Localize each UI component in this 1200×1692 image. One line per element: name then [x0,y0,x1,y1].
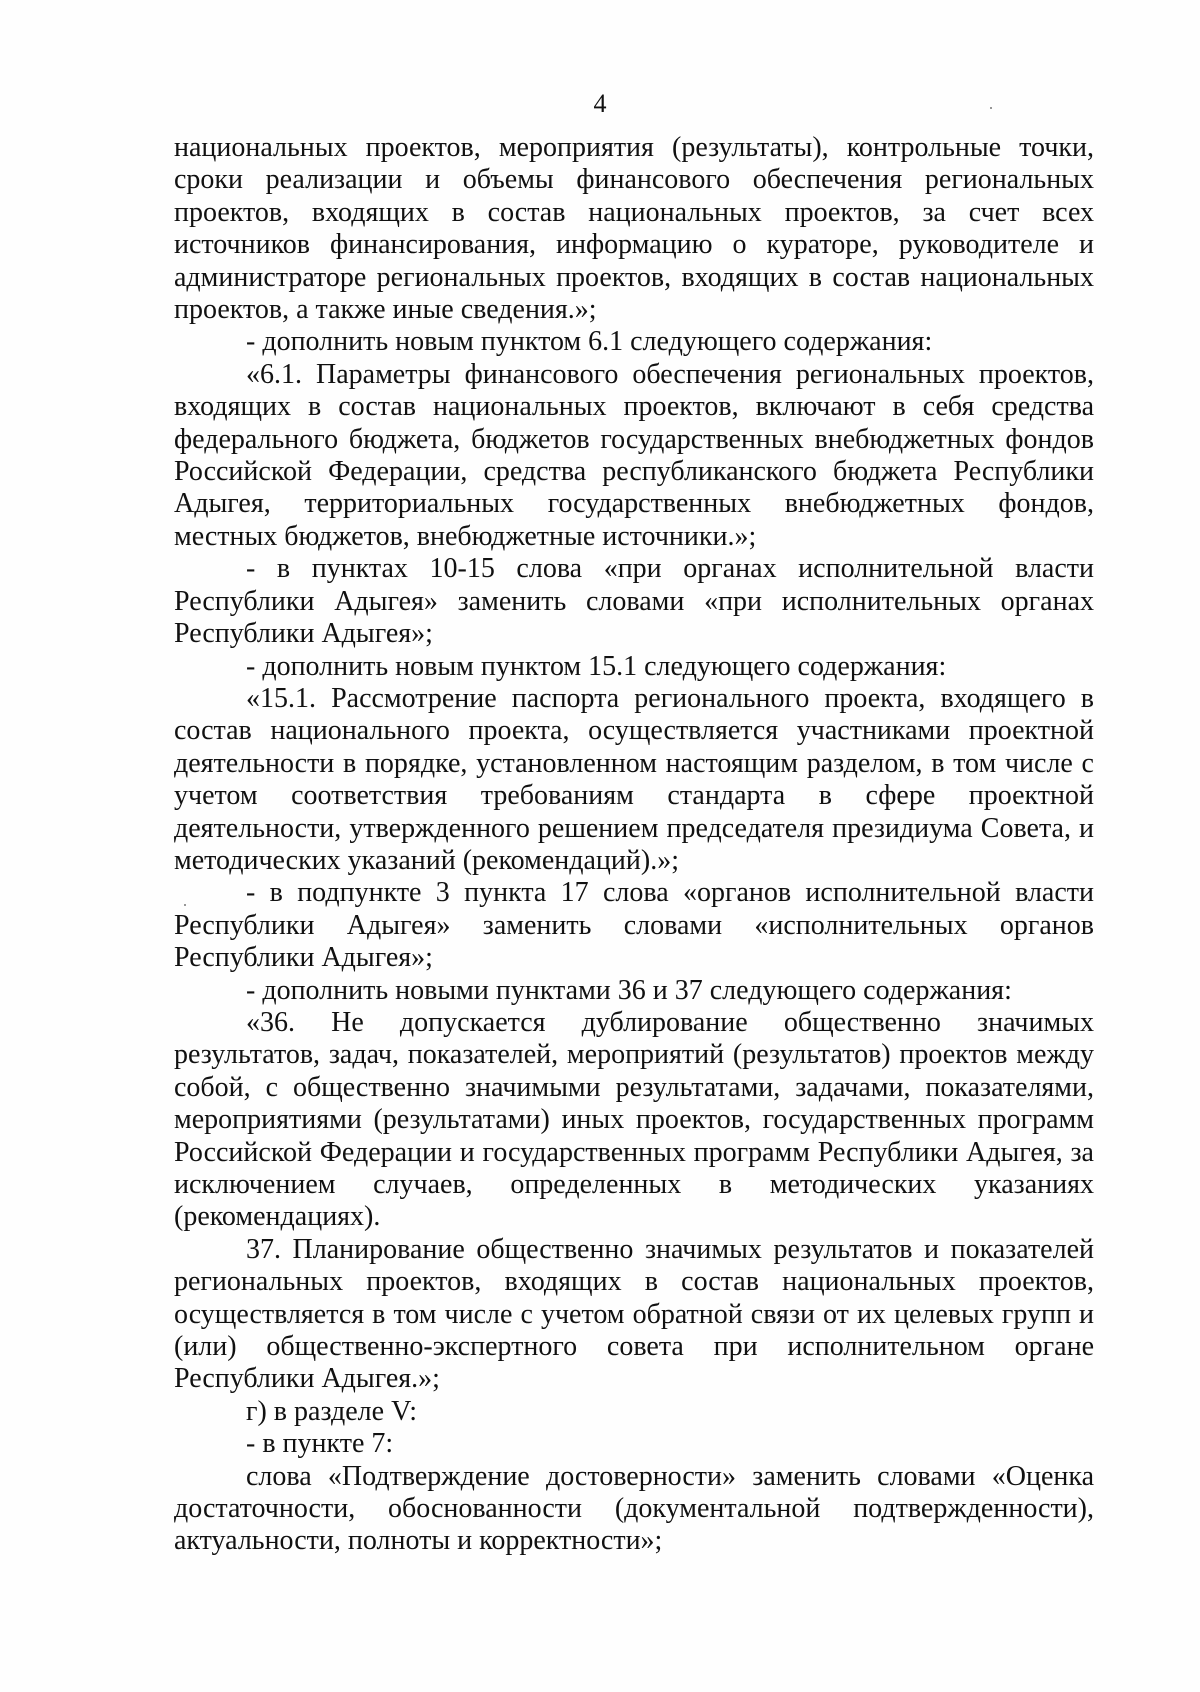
paragraph: - в пунктах 10-15 слова «при органах исполнительной власти Республики Адыгея» заменить словами «при исполнительных органах Республики Адыгея»; [174,553,1094,650]
document-body [174,132,1094,1558]
paragraph: 37. Планирование общественно значимых результатов и показателей региональных проектов, входящих в состав национальных проектов, осуществляется в том числе с учетом обратной связи от их целевых групп и (или) общественно-экспертного совета при исполнительном органе Республики Адыгея.»; [174,1233,1094,1395]
paragraph: «6.1. Параметры финансового обеспечения региональных проектов, входящих в состав национальных проектов, включают в себя средства федерального бюджета, бюджетов государственных внебюджетных фондов Российской Федерации, средства республиканского бюджета Республики Адыгея, территориальных государственных внебюджетных фондов, местных бюджетов, внебюджетные источники.»; [174,358,1094,552]
paragraph: - дополнить новыми пунктами 36 и 37 следующего содержания: [246,974,1012,1006]
paragraph: - дополнить новым пунктом 6.1 следующего содержания: [246,326,933,358]
scan-speck [990,107,992,109]
paragraph: г) в разделе V: [246,1395,418,1427]
paragraph: - дополнить новым пунктом 15.1 следующего содержания: [246,650,947,682]
paragraph: - в пункте 7: [246,1428,394,1460]
paragraph: «36. Не допускается дублирование общественно значимых результатов, задач, показателей, мероприятий (результатов) проектов между собой, с общественно значимыми результатами, задачами, показателями, мероприятиями (результатами) иных проектов, государственных программ Российской Федерации и государственных программ Республики Адыгея, за исключением случаев, определенных в методических указаниях (рекомендациях). [174,1006,1094,1233]
paragraph: «15.1. Рассмотрение паспорта регионального проекта, входящего в состав национального проекта, осуществляется участниками проектной деятельности в порядке, установленном настоящим разделом, в том числе с учетом соответствия требованиям стандарта в сфере проектной деятельности, утвержденного решением председателя президиума Совета, и методических указаний (рекомендаций).»; [174,682,1094,876]
paragraph: - в подпункте 3 пункта 17 слова «органов исполнительной власти Республики Адыгея» заменить словами «исполнительных органов Республики Адыгея»; [174,877,1094,974]
page-number: 4 [593,89,607,118]
paragraph: национальных проектов, мероприятия (результаты), контрольные точки, сроки реализации и объемы финансового обеспечения региональных проектов, входящих в состав национальных проектов, за счет всех источников финансирования, информацию о кураторе, руководителе и администраторе региональных проектов, входящих в состав национальных проектов, а также иные сведения.»; [174,132,1094,326]
paragraph: слова «Подтверждение достоверности» заменить словами «Оценка достаточности, обоснованности (документальной подтвержденности), актуальности, полноты и корректности»; [174,1460,1094,1557]
